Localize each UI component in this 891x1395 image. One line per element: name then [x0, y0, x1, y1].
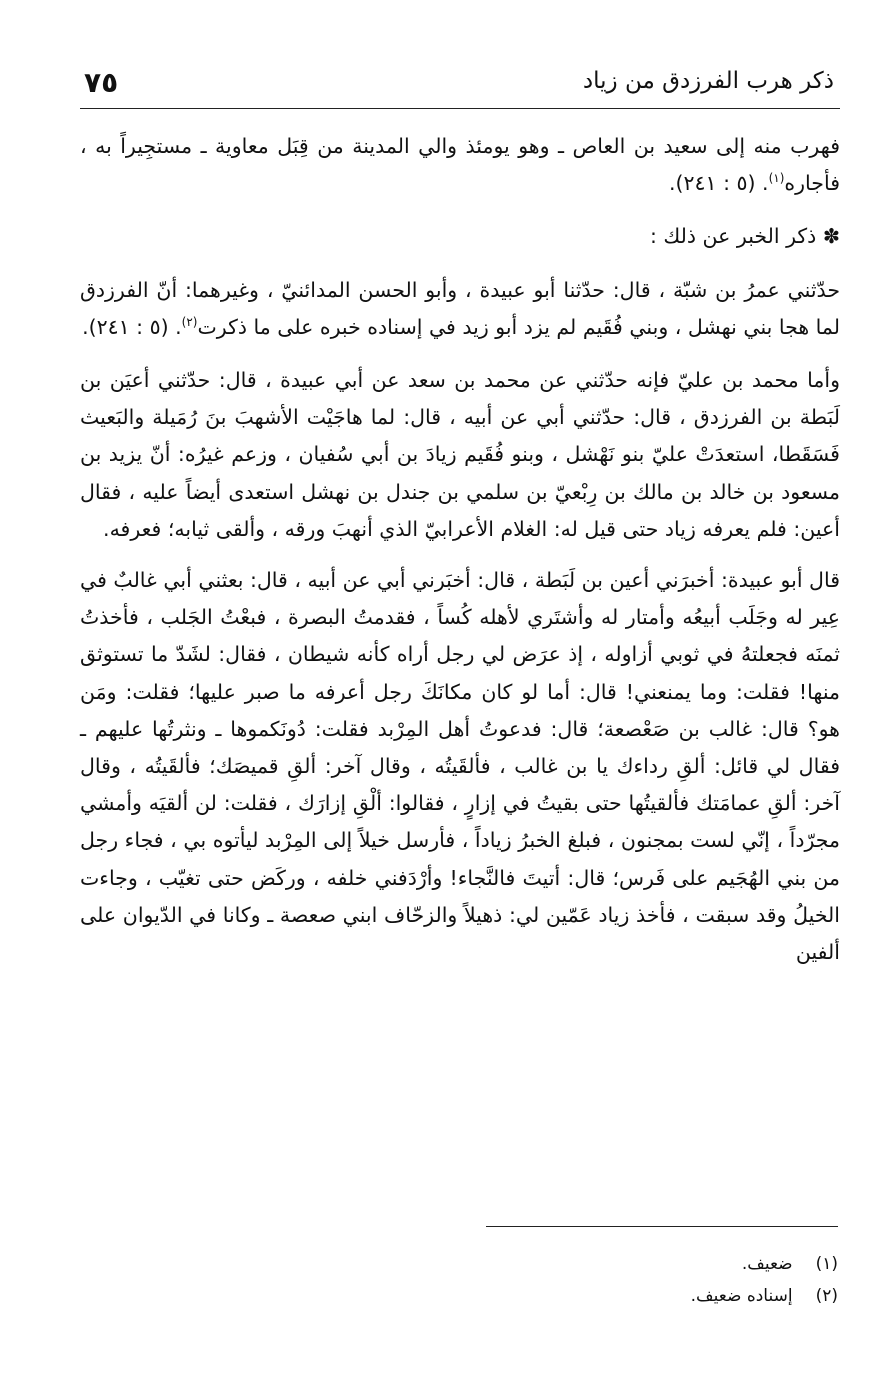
heading-text: ✽ ذكر الخبر عن ذلك : — [649, 224, 840, 249]
paragraph-4 — [80, 562, 840, 971]
footnote-number: (١) — [815, 1254, 838, 1274]
footnote-ref-1: (١) — [768, 171, 785, 186]
footnote-separator — [486, 1226, 838, 1227]
paragraph-text: فهرب منه إلى سعيد بن العاص ـ وهو يومئذ والي المدينة من قِبَل معاوية ـ مستجِيراً به ، فأجاره — [80, 134, 840, 196]
footnote-text: ضعيف. — [741, 1254, 793, 1274]
citation: . (٥ : ٢٤١). — [669, 171, 769, 196]
footnotes — [80, 1248, 838, 1312]
page-header — [80, 60, 840, 109]
citation: . (٥ : ٢٤١). — [82, 314, 182, 339]
paragraph-text: قال أبو عبيدة: أخبرَني أعين بن لَبَطة ، قال: أخبَرني أبي عن أبيه ، قال: بعثني أبي غالبٌ في عِير له وجَلَب أبيعُه وأمتار له وأشتَري لأهله كُساً ، فقدمتُ البصرة ، فبعْتُ الجَلب ، فأخذتُ ثمنَه فجعلتهُ في ثوبي أزاوله ، إذ عرَض لي رجل أراه كأنه شيطان ، فقال: لشَدّ ما تستوثق منها! فقلت: وما يمنعني! قال: أما لو كان مكانَكَ رجل أعرفه ما صبر عليها؛ فقلت: ومَن هو؟ قال: غالب بن صَعْصعة؛ قال: فدعوتُ أهل المِرْبد فقلت: دُونَكموها ـ ونثرتُها عليهم ـ فقال لي قائل: ألقِ رداءك يا بن غالب ، فألقَيتُه ، وقال آخر: ألقِ قميصَك؛ فألقَيتُه ، وقال آخر: ألقِ عمامَتك فألقيتُها حتى بقيتُ في إزارٍ ، فقالوا: ألْقِ إزارَك ، فقلت: لن ألقيَه وأمشي مجرّداً ، إنّي لست بمجنون ، فبلغ الخبرُ زياداً ، فأرسل خيلاً إلى المِرْبد ليأتوه بي ، فجاء رجل من بني الهُجَيم على فَرس؛ قال: أتيتَ فالنَّجاء! وأرْدَفني خلفه ، وركَض حتى تغيّب ، وجاءت الخيلُ وقد سبقت ، فأخذ زياد عَمّين لي: ذهيلاً والزحّاف ابني صعصة ـ وكانا في الدّيوان على ألفين — [80, 568, 840, 965]
footnote-number: (٢) — [815, 1286, 838, 1306]
paragraph-text: حدّثني عمرُ بن شبّة ، قال: حدّثنا أبو عبيدة ، وأبو الحسن المدائنيّ ، وغيرهما: أنّ الفرزدق لما هجا بني نهشل ، وبني فُقَيم لم يزد أبو زيد في إسناده خبره على ما ذكرت — [80, 277, 840, 339]
running-title: ذكر هرب الفرزدق من زياد — [582, 68, 834, 94]
footnote-ref-2: (٢) — [181, 314, 198, 329]
paragraph-1 — [80, 128, 840, 202]
page-number: ٧٥ — [84, 66, 119, 99]
paragraph-text: وأما محمد بن عليّ فإنه حدّثني عن محمد بن سعد عن أبي عبيدة ، قال: حدّثني أعيَن بن لَبَطة بن الفرزدق ، قال: حدّثني أبي عن أبيه ، قال: لما هاجَيْت الأشهبَ بنَ رُمَيلة والبَعيث فَسَقَطا، استعدَتْ عليّ بنو نَهْشل ، وبنو فُقَيم زيادَ بن أبي سُفيان ، وزعم غيرُه: أنّ يزيد بن مسعود بن خالد بن مالك بن رِبْعيّ بن سلمي بن جندل بن نهشل استعدى أيضاً عليه ، فقال أعين: فلم يعرفه زياد حتى قيل له: الغلام الأعرابيّ الذي أنهبَ ورقه ، وألقى ثيابه؛ فعرفه. — [80, 368, 840, 541]
footnote-item — [80, 1280, 838, 1312]
paragraph-3 — [80, 362, 840, 548]
paragraph-2 — [80, 272, 840, 346]
section-heading — [80, 218, 840, 255]
footnote-text: إسناده ضعيف. — [690, 1286, 793, 1306]
footnote-item — [80, 1248, 838, 1280]
main-text — [80, 128, 840, 971]
